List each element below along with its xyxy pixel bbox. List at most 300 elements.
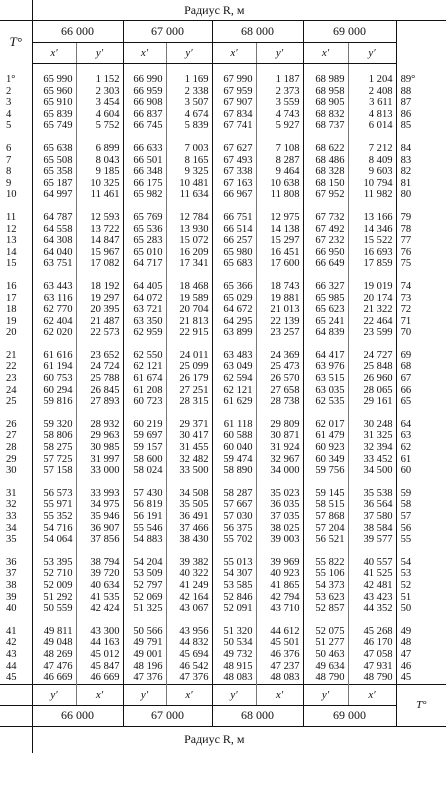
cell-x-67000: 66 959 [123,86,166,98]
cell-y-67000: 44 832 [166,637,212,649]
cell-y-66000: 33 000 [76,465,123,477]
cell-y-69000: 46 170 [348,637,396,649]
cell-x-68000: 67 907 [212,97,256,109]
cell-x-69000: 68 150 [303,178,348,190]
angle-left-cell: 39 [0,592,32,604]
angle-right-cell: 71 [396,316,446,328]
angle-right-cell: 78 [396,224,446,236]
angle-left-cell: 34 [0,523,32,535]
cell-x-66000: 54 064 [43,534,73,546]
cell-y-66000: 4 604 [76,109,123,121]
cell-x-67000: 63 350 [123,316,166,328]
col-y-66000-bottom: y′ [32,684,76,705]
cell-y-69000: 10 794 [348,178,396,190]
cell-x-68000: 62 121 [212,385,256,397]
cell-y-69000: 16 693 [348,247,396,259]
radius-66000-bottom: 66 000 [32,705,123,726]
cell-x-66000: 58 275 [43,442,73,454]
cell-y-68000: 38 025 [256,523,303,535]
cell-y-66000: 34 975 [76,499,123,511]
angle-right-cell: 83 [396,155,446,167]
table-row [0,373,446,385]
angle-left-cell: 1° [0,64,32,86]
cell-y-69000: 17 859 [348,258,396,270]
angle-right-cell: 77 [396,235,446,247]
angle-left-cell: 44 [0,661,32,673]
cell-y-69000: 39 577 [348,534,396,546]
table-row [0,281,446,293]
cell-x-66000: 65 358 [43,166,73,178]
cell-y-66000: 14 847 [76,235,123,247]
angle-left-cell: 11 [0,212,32,224]
cell-x-68000: 65 980 [212,247,256,259]
angle-left-cell: 19 [0,316,32,328]
angle-left-cell: 31 [0,488,32,500]
cell-y-67000: 31 455 [166,442,212,454]
col-y-67000: y′ [166,43,212,64]
cell-x-68000: 60 588 [212,430,256,442]
cell-y-68000: 41 865 [256,580,303,592]
cell-y-66000: 43 300 [76,626,123,638]
cell-y-67000: 2 338 [166,86,212,98]
cell-y-67000: 42 164 [166,592,212,604]
angle-left-cell: 2 [0,86,32,98]
cell-x-67000: 49 791 [123,637,166,649]
table-row [0,97,446,109]
table-row [0,568,446,580]
angle-left-cell: 5 [0,120,32,132]
angle-left-cell: 20 [0,327,32,339]
cell-x-66000: 49 048 [43,637,73,649]
cell-y-68000: 36 035 [256,499,303,511]
cell-x-67000: 66 501 [123,155,166,167]
cell-y-68000: 1 187 [256,64,303,86]
angle-left-cell: 21 [0,350,32,362]
table-row [0,557,446,569]
cell-y-66000: 33 993 [76,488,123,500]
cell-x-67000: 65 769 [123,212,166,224]
angle-left-cell: 32 [0,499,32,511]
cell-y-67000: 11 634 [166,189,212,201]
cell-x-67000: 58 024 [123,465,166,477]
angle-left-cell: 37 [0,568,32,580]
table-row [0,661,446,673]
cell-x-69000: 54 373 [303,580,348,592]
cell-y-66000: 36 907 [76,523,123,535]
cell-x-66000: 65 910 [43,97,73,109]
cell-y-68000: 48 083 [256,672,303,684]
cell-x-68000: 67 493 [212,155,256,167]
cell-x-68000: 67 163 [212,178,256,190]
cell-x-69000: 60 923 [303,442,348,454]
table-row [0,212,446,224]
cell-x-69000: 58 515 [303,499,348,511]
table-row [0,224,446,236]
cell-x-66000: 59 816 [43,396,73,408]
table-row [0,592,446,604]
table-row [0,350,446,362]
cell-y-66000: 15 967 [76,247,123,259]
cell-y-69000: 20 174 [348,293,396,305]
cell-y-66000: 37 856 [76,534,123,546]
cell-x-69000: 68 905 [303,97,348,109]
cell-x-68000: 67 627 [212,143,256,155]
angle-left-cell: 43 [0,649,32,661]
angle-right-cell: 61 [396,454,446,466]
cell-y-67000: 46 542 [166,661,212,673]
angle-left-cell: 6 [0,143,32,155]
cell-x-68000: 56 375 [212,523,256,535]
cell-x-69000: 57 204 [303,523,348,535]
cell-x-68000: 57 667 [212,499,256,511]
cell-x-69000: 68 737 [303,120,348,132]
cell-y-66000: 39 720 [76,568,123,580]
table-row [0,488,446,500]
angle-left-cell: 29 [0,454,32,466]
cell-y-68000: 32 967 [256,454,303,466]
cell-x-68000: 48 083 [212,672,256,684]
cell-x-66000: 62 770 [43,304,73,316]
cell-x-69000: 62 535 [303,396,348,408]
cell-y-68000: 39 003 [256,534,303,546]
angle-right-cell: 45 [396,672,446,684]
angle-right-cell: 60 [396,465,446,477]
cell-x-69000: 68 989 [303,64,348,86]
cell-x-67000: 66 837 [123,109,166,121]
cell-y-66000: 42 424 [76,603,123,615]
cell-y-67000: 24 011 [166,350,212,362]
cell-x-67000: 66 633 [123,143,166,155]
cell-x-68000: 52 091 [212,603,256,615]
cell-y-67000: 37 466 [166,523,212,535]
table-row [0,454,446,466]
cell-y-68000: 3 559 [256,97,303,109]
angle-right-cell: 85 [396,120,446,132]
cell-x-69000: 66 327 [303,281,348,293]
cell-x-67000: 52 069 [123,592,166,604]
angle-right-cell: 58 [396,499,446,511]
cell-y-67000: 38 430 [166,534,212,546]
cell-x-66000: 57 158 [43,465,73,477]
angle-left-cell: 22 [0,361,32,373]
table-row [0,499,446,511]
cell-y-67000: 47 376 [166,672,212,684]
cell-x-66000: 52 009 [43,579,73,591]
cell-y-67000: 8 165 [166,155,212,167]
cell-x-67000: 66 990 [123,64,166,86]
cell-y-69000: 44 352 [348,603,396,615]
cell-x-69000: 65 985 [303,293,348,305]
cell-y-67000: 12 784 [166,212,212,224]
cell-x-68000: 63 899 [212,327,256,339]
cell-x-66000: 49 811 [43,625,73,637]
cell-y-68000: 26 570 [256,373,303,385]
col-y-68000-bottom: y′ [212,684,256,705]
angle-right-cell: 69 [396,350,446,362]
angle-right-cell: 51 [396,592,446,604]
group-gap [0,477,446,488]
cell-x-68000: 66 514 [212,224,256,236]
cell-y-66000: 1 152 [76,64,123,86]
cell-x-66000: 59 320 [43,418,73,430]
cell-x-66000: 64 040 [43,246,73,258]
t-label-top: T° [0,21,32,64]
angle-right-cell: 70 [396,327,446,339]
cell-x-68000: 65 683 [212,258,256,270]
cell-y-69000: 35 538 [348,488,396,500]
cell-x-67000: 59 157 [123,442,166,454]
cell-y-67000: 10 481 [166,178,212,190]
angle-right-cell: 87 [396,97,446,109]
cell-y-69000: 2 408 [348,86,396,98]
cell-y-68000: 47 237 [256,661,303,673]
cell-y-67000: 25 099 [166,361,212,373]
cell-y-67000: 36 491 [166,511,212,523]
cell-x-67000: 54 204 [123,557,166,569]
cell-x-66000: 56 573 [43,487,73,499]
radius-67000: 67 000 [123,21,212,43]
angle-right-cell: 47 [396,649,446,661]
cell-x-68000: 67 834 [212,109,256,121]
angle-left-cell: 23 [0,373,32,385]
cell-y-68000: 16 451 [256,247,303,259]
cell-y-66000: 21 487 [76,316,123,328]
cell-y-68000: 19 881 [256,293,303,305]
cell-x-66000: 58 806 [43,430,73,442]
cell-y-66000: 40 634 [76,580,123,592]
table-row [0,672,446,684]
cell-y-68000: 42 794 [256,592,303,604]
cell-x-66000: 48 269 [43,648,73,660]
cell-y-67000: 35 505 [166,499,212,511]
angle-left-cell: 25 [0,396,32,408]
cell-y-66000: 45 012 [76,649,123,661]
angle-right-cell: 86 [396,109,446,121]
cell-y-69000: 32 394 [348,442,396,454]
table-row [0,143,446,155]
cell-x-68000: 58 287 [212,488,256,500]
cell-x-67000: 61 674 [123,373,166,385]
table-row [0,64,446,86]
cell-x-69000: 53 623 [303,592,348,604]
cell-x-67000: 55 546 [123,523,166,535]
cell-y-68000: 45 501 [256,637,303,649]
angle-right-cell: 88 [396,86,446,98]
cell-y-68000: 40 923 [256,568,303,580]
table-row [0,189,446,201]
angle-right-cell: 55 [396,534,446,546]
angle-left-cell: 33 [0,511,32,523]
cell-x-67000: 65 283 [123,235,166,247]
group-gap [0,408,446,419]
cell-x-69000: 63 976 [303,361,348,373]
cell-x-69000: 48 790 [303,672,348,684]
cell-y-68000: 7 108 [256,143,303,155]
cell-y-67000: 33 500 [166,465,212,477]
group-gap [0,546,446,557]
cell-y-69000: 37 580 [348,511,396,523]
radius-67000-bottom: 67 000 [123,705,212,726]
cell-x-69000: 68 832 [303,109,348,121]
cell-y-69000: 28 065 [348,385,396,397]
angle-right-cell: 68 [396,361,446,373]
cell-y-67000: 45 694 [166,649,212,661]
radius-68000: 68 000 [212,21,303,43]
table-row [0,465,446,477]
cell-x-69000: 52 075 [303,626,348,638]
angle-left-cell: 26 [0,419,32,431]
radius-label-bottom: Радиус R, м [184,732,245,747]
cell-y-69000: 25 848 [348,361,396,373]
cell-y-69000: 23 599 [348,327,396,339]
cell-x-69000: 67 952 [303,189,348,201]
cell-x-66000: 65 990 [43,74,73,85]
cell-y-66000: 3 454 [76,97,123,109]
cell-y-67000: 41 249 [166,580,212,592]
angle-left-cell: 36 [0,557,32,569]
t-label-bottom: T° [396,684,446,726]
cell-y-68000: 23 257 [256,327,303,339]
cell-y-67000: 4 674 [166,109,212,121]
cell-x-67000: 66 745 [123,120,166,132]
cell-x-67000: 66 348 [123,166,166,178]
cell-y-69000: 40 557 [348,557,396,569]
angle-left-cell: 40 [0,603,32,615]
angle-left-cell: 12 [0,224,32,236]
cell-x-68000: 65 029 [212,293,256,305]
cell-x-67000: 60 219 [123,419,166,431]
cell-y-68000: 12 975 [256,212,303,224]
angle-right-cell: 72 [396,304,446,316]
cell-y-68000: 34 000 [256,465,303,477]
angle-right-cell: 80 [396,189,446,201]
col-x-67000-bottom: x′ [166,684,212,705]
cell-x-66000: 60 294 [43,384,73,396]
cell-y-69000: 11 982 [348,189,396,201]
cell-x-69000: 66 950 [303,247,348,259]
cell-x-68000: 66 751 [212,212,256,224]
cell-y-66000: 28 932 [76,419,123,431]
cell-x-66000: 65 839 [43,108,73,120]
cell-x-67000: 57 430 [123,488,166,500]
cell-x-67000: 65 010 [123,247,166,259]
angle-left-cell: 27 [0,430,32,442]
cell-y-68000: 14 138 [256,224,303,236]
cell-y-67000: 32 482 [166,454,212,466]
cell-x-66000: 64 787 [43,211,73,223]
cell-y-68000: 22 139 [256,316,303,328]
angle-left-cell: 3 [0,97,32,109]
cell-y-67000: 15 072 [166,235,212,247]
angle-right-cell: 50 [396,603,446,615]
cell-x-69000: 61 479 [303,430,348,442]
cell-x-67000: 47 376 [123,672,166,684]
angle-left-cell: 8 [0,166,32,178]
col-y-67000-bottom: y′ [123,684,166,705]
cell-x-69000: 62 017 [303,419,348,431]
cell-y-68000: 46 376 [256,649,303,661]
angle-left-cell: 24 [0,385,32,397]
cell-y-66000: 9 185 [76,166,123,178]
cell-x-69000: 65 241 [303,316,348,328]
cell-y-69000: 4 813 [348,109,396,121]
cell-y-68000: 5 927 [256,120,303,132]
cell-x-67000: 63 721 [123,304,166,316]
angle-right-cell: 49 [396,626,446,638]
cell-y-69000: 24 727 [348,350,396,362]
cell-x-67000: 60 723 [123,396,166,408]
cell-y-67000: 20 704 [166,304,212,316]
angle-left-cell: 18 [0,304,32,316]
cell-x-67000: 64 405 [123,281,166,293]
cell-x-69000: 59 756 [303,465,348,477]
cell-y-67000: 39 382 [166,557,212,569]
cell-y-66000: 30 985 [76,442,123,454]
cell-y-66000: 22 573 [76,327,123,339]
cell-x-68000: 50 534 [212,637,256,649]
angle-right-cell: 62 [396,442,446,454]
cell-y-66000: 31 997 [76,454,123,466]
table-row [0,534,446,546]
cell-x-69000: 49 634 [303,661,348,673]
cell-x-68000: 51 320 [212,626,256,638]
table-row [0,109,446,121]
angle-right-cell: 52 [396,580,446,592]
cell-y-67000: 21 813 [166,316,212,328]
cell-y-69000: 1 204 [348,64,396,86]
cell-x-68000: 59 474 [212,454,256,466]
cell-y-66000: 25 788 [76,373,123,385]
cell-x-68000: 61 118 [212,419,256,431]
cell-y-67000: 19 589 [166,293,212,305]
angle-right-cell: 81 [396,178,446,190]
angle-right-cell: 64 [396,419,446,431]
cell-x-67000: 48 196 [123,661,166,673]
cell-x-68000: 61 629 [212,396,256,408]
cell-x-69000: 56 521 [303,534,348,546]
cell-x-66000: 60 753 [43,373,73,385]
cell-x-69000: 68 622 [303,143,348,155]
table-row [0,419,446,431]
angle-right-cell: 48 [396,637,446,649]
cell-x-66000: 52 710 [43,568,73,580]
cell-x-66000: 64 997 [43,189,73,201]
cell-x-66000: 61 616 [43,349,73,361]
cell-x-66000: 53 395 [43,556,73,568]
cell-y-69000: 42 481 [348,580,396,592]
col-x-67000: x′ [123,43,166,64]
cell-y-67000: 17 341 [166,258,212,270]
cell-x-67000: 62 121 [123,361,166,373]
col-y-69000: y′ [348,43,396,64]
cell-y-66000: 26 845 [76,385,123,397]
cell-x-68000: 64 295 [212,316,256,328]
angle-left-cell: 10 [0,189,32,201]
angle-right-cell: 59 [396,488,446,500]
cell-y-66000: 10 325 [76,178,123,190]
cell-y-67000: 26 179 [166,373,212,385]
table-row [0,235,446,247]
cell-y-68000: 9 464 [256,166,303,178]
radius-69000: 69 000 [303,21,396,43]
angle-right-cell: 66 [396,385,446,397]
cell-y-66000: 13 722 [76,224,123,236]
angle-left-cell: 30 [0,465,32,477]
cell-y-66000: 20 395 [76,304,123,316]
cell-y-69000: 7 212 [348,143,396,155]
cell-y-67000: 40 322 [166,568,212,580]
cell-x-68000: 55 013 [212,557,256,569]
